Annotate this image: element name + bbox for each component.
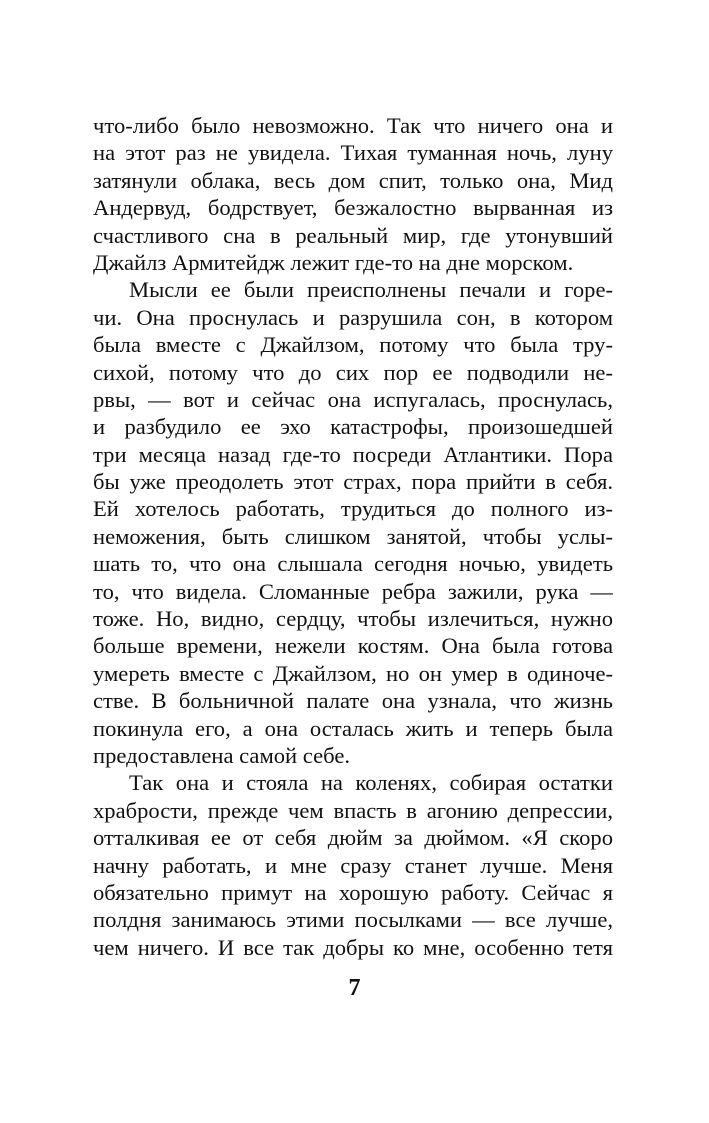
text-line: Джайлз Армитейдж лежит где-то на дне морском. bbox=[93, 249, 574, 275]
text-line: затянули облака, весь дом спит, только она, Мид bbox=[93, 167, 613, 193]
text-line: предоставлена самой себе. bbox=[93, 742, 350, 768]
text-line: была вместе с Джайлзом, потому что была тру- bbox=[93, 332, 613, 358]
text-line: то, что видела. Сломанные ребра зажили, рука — bbox=[93, 578, 613, 604]
text-line: стве. В больничной палате она узнала, что жизнь bbox=[93, 688, 613, 714]
text-line: чи. Она проснулась и разрушила сон, в котором bbox=[93, 304, 613, 330]
text-line: счастливого сна в реальный мир, где утонувший bbox=[93, 222, 613, 248]
text-line: Так она и стояла на коленях, собирая остатки bbox=[129, 770, 613, 796]
text-line: на этот раз не увидела. Тихая туманная ночь, луну bbox=[93, 140, 613, 166]
text-line: что-либо было невозможно. Так что ничего она и bbox=[93, 113, 613, 138]
text-line: покинула его, а она осталась жить и теперь была bbox=[93, 715, 613, 741]
page-number: 7 bbox=[348, 975, 361, 1001]
text-line: три месяца назад где-то посреди Атлантики. Пора bbox=[93, 441, 613, 467]
text-line: и разбудило ее эхо катастрофы, произошедшей bbox=[93, 414, 613, 440]
text-line: начну работать, и мне сразу станет лучше. Меня bbox=[93, 852, 613, 878]
text-line: обязательно примут на хорошую работу. Сейчас я bbox=[93, 879, 613, 905]
text-line: сихой, потому что до сих пор ее подводили не- bbox=[93, 359, 613, 385]
text-line: Ей хотелось работать, трудиться до полного из- bbox=[93, 496, 613, 522]
text-line: храбрости, прежде чем впасть в агонию депрессии, bbox=[93, 797, 613, 823]
text-line: бы уже преодолеть этот страх, пора прийти в себя. bbox=[93, 469, 613, 495]
text-line: неможения, быть слишком занятой, чтобы услы- bbox=[93, 523, 613, 549]
body-text bbox=[93, 112, 613, 961]
text-line: рвы, — вот и сейчас она испугалась, проснулась, bbox=[93, 386, 613, 412]
text-line: тоже. Но, видно, сердцу, чтобы излечиться, нужно bbox=[93, 606, 613, 632]
text-line: полдня занимаюсь этими посылками — все лучше, bbox=[93, 907, 613, 933]
text-line: Андервуд, бодрствует, безжалостно вырванная из bbox=[93, 195, 613, 221]
text-line: чем ничего. И все так добры ко мне, особенно тетя bbox=[93, 934, 613, 960]
text-line: шать то, что она слышала сегодня ночью, увидеть bbox=[93, 551, 613, 577]
text-line: больше времени, нежели костям. Она была готова bbox=[93, 633, 613, 659]
text-line: умереть вместе с Джайлзом, но он умер в одиноче- bbox=[93, 660, 613, 686]
text-line: отталкивая ее от себя дюйм за дюймом. «Я скоро bbox=[93, 825, 613, 851]
text-line: Мысли ее были преисполнены печали и горе- bbox=[129, 277, 613, 303]
